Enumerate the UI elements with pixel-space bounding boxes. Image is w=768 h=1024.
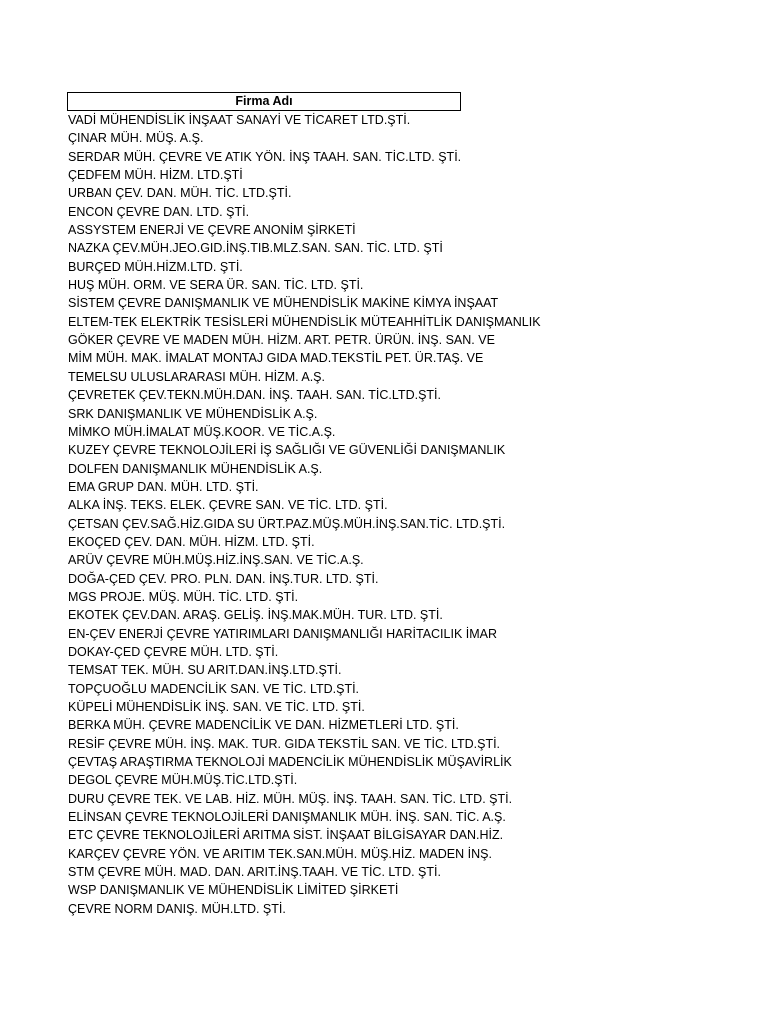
company-row: KÜPELİ MÜHENDİSLİK İNŞ. SAN. VE TİC. LTD. ŞTİ. bbox=[68, 700, 365, 714]
company-row: KARÇEV ÇEVRE YÖN. VE ARITIM TEK.SAN.MÜH. MÜŞ.HİZ. MADEN İNŞ. bbox=[68, 846, 492, 861]
company-row: GÖKER ÇEVRE VE MADEN MÜH. HİZM. ART. PETR. ÜRÜN. İNŞ. SAN. VE bbox=[68, 333, 495, 348]
company-row: EKOÇED ÇEV. DAN. MÜH. HİZM. LTD. ŞTİ. bbox=[68, 534, 315, 549]
company-row: ÇEVTAŞ ARAŞTIRMA TEKNOLOJİ MADENCİLİK MÜHENDİSLİK MÜŞAVİRLİK bbox=[68, 755, 512, 770]
company-row: TEMELSU ULUSLARARASI MÜH. HİZM. A.Ş. bbox=[68, 369, 325, 384]
company-row: MİMKO MÜH.İMALAT MÜŞ.KOOR. VE TİC.A.Ş. bbox=[68, 424, 336, 439]
company-table bbox=[67, 92, 541, 918]
company-row: URBAN ÇEV. DAN. MÜH. TİC. LTD.ŞTİ. bbox=[68, 186, 292, 201]
company-row: DEGOL ÇEVRE MÜH.MÜŞ.TİC.LTD.ŞTİ. bbox=[68, 773, 298, 788]
company-row: BERKA MÜH. ÇEVRE MADENCİLİK VE DAN. HİZMETLERİ LTD. ŞTİ. bbox=[68, 718, 459, 733]
company-row: ÇEVRETEK ÇEV.TEKN.MÜH.DAN. İNŞ. TAAH. SAN. TİC.LTD.ŞTİ. bbox=[68, 388, 441, 403]
company-row: ENCON ÇEVRE DAN. LTD. ŞTİ. bbox=[68, 204, 250, 219]
company-row: ÇEVRE NORM DANIŞ. MÜH.LTD. ŞTİ. bbox=[68, 901, 286, 916]
company-row: WSP DANIŞMANLIK VE MÜHENDİSLİK LİMİTED ŞİRKETİ bbox=[68, 883, 399, 898]
column-header-firma-adi: Firma Adı bbox=[67, 92, 461, 111]
company-row: TOPÇUOĞLU MADENCİLİK SAN. VE TİC. LTD.ŞTİ. bbox=[68, 681, 360, 696]
company-row: ASSYSTEM ENERJİ VE ÇEVRE ANONİM ŞİRKETİ bbox=[68, 223, 356, 238]
company-row: KUZEY ÇEVRE TEKNOLOJİLERİ İŞ SAĞLIĞI VE GÜVENLİĞİ DANIŞMANLIK bbox=[68, 443, 506, 458]
company-row: RESİF ÇEVRE MÜH. İNŞ. MAK. TUR. GIDA TEKSTİL SAN. VE TİC. LTD.ŞTİ. bbox=[68, 736, 501, 751]
company-row: SERDAR MÜH. ÇEVRE VE ATIK YÖN. İNŞ TAAH. SAN. TİC.LTD. ŞTİ. bbox=[68, 149, 462, 164]
company-row: DOĞA-ÇED ÇEV. PRO. PLN. DAN. İNŞ.TUR. LTD. ŞTİ. bbox=[68, 571, 379, 586]
company-row: ELTEM-TEK ELEKTRİK TESİSLERİ MÜHENDİSLİK MÜTEAHHİTLİK DANIŞMANLIK bbox=[68, 314, 541, 329]
company-row: MİM MÜH. MAK. İMALAT MONTAJ GIDA MAD.TEKSTİL PET. ÜR.TAŞ. VE bbox=[68, 351, 484, 366]
company-row: NAZKA ÇEV.MÜH.JEO.GID.İNŞ.TIB.MLZ.SAN. SAN. TİC. LTD. ŞTİ bbox=[68, 241, 443, 256]
company-row: BURÇED MÜH.HİZM.LTD. ŞTİ. bbox=[68, 259, 243, 274]
company-row: VADİ MÜHENDİSLİK İNŞAAT SANAYİ VE TİCARET LTD.ŞTİ. bbox=[68, 113, 411, 127]
company-row: EMA GRUP DAN. MÜH. LTD. ŞTİ. bbox=[68, 479, 259, 494]
company-row: ARÜV ÇEVRE MÜH.MÜŞ.HİZ.İNŞ.SAN. VE TİC.A.Ş. bbox=[68, 553, 364, 568]
company-row: EKOTEK ÇEV.DAN. ARAŞ. GELİŞ. İNŞ.MAK.MÜH. TUR. LTD. ŞTİ. bbox=[68, 608, 443, 623]
company-row: ÇEDFEM MÜH. HİZM. LTD.ŞTİ bbox=[68, 168, 243, 183]
company-row: ELİNSAN ÇEVRE TEKNOLOJİLERİ DANIŞMANLIK MÜH. İNŞ. SAN. TİC. A.Ş. bbox=[68, 810, 506, 825]
company-row: SİSTEM ÇEVRE DANIŞMANLIK VE MÜHENDİSLİK MAKİNE KİMYA İNŞAAT bbox=[68, 296, 499, 311]
company-row: DOKAY-ÇED ÇEVRE MÜH. LTD. ŞTİ. bbox=[68, 644, 279, 659]
company-row: ÇINAR MÜH. MÜŞ. A.Ş. bbox=[68, 131, 204, 146]
company-row: ETC ÇEVRE TEKNOLOJİLERİ ARITMA SİST. İNŞAAT BİLGİSAYAR DAN.HİZ. bbox=[68, 828, 504, 843]
company-row: DOLFEN DANIŞMANLIK MÜHENDİSLİK A.Ş. bbox=[68, 461, 323, 476]
company-row: DURU ÇEVRE TEK. VE LAB. HİZ. MÜH. MÜŞ. İNŞ. TAAH. SAN. TİC. LTD. ŞTİ. bbox=[68, 791, 513, 806]
company-row: ÇETSAN ÇEV.SAĞ.HİZ.GIDA SU ÜRT.PAZ.MÜŞ.MÜH.İNŞ.SAN.TİC. LTD.ŞTİ. bbox=[68, 516, 506, 531]
company-row: SRK DANIŞMANLIK VE MÜHENDİSLİK A.Ş. bbox=[68, 406, 318, 421]
company-row: ALKA İNŞ. TEKS. ELEK. ÇEVRE SAN. VE TİC. LTD. ŞTİ. bbox=[68, 498, 388, 513]
company-list bbox=[67, 111, 541, 918]
company-row: STM ÇEVRE MÜH. MAD. DAN. ARIT.İNŞ.TAAH. VE TİC. LTD. ŞTİ. bbox=[68, 865, 441, 880]
company-row: EN-ÇEV ENERJİ ÇEVRE YATIRIMLARI DANIŞMANLIĞI HARİTACILIK İMAR bbox=[68, 626, 498, 641]
company-row: HUŞ MÜH. ORM. VE SERA ÜR. SAN. TİC. LTD. ŞTİ. bbox=[68, 278, 364, 293]
company-row: TEMSAT TEK. MÜH. SU ARIT.DAN.İNŞ.LTD.ŞTİ. bbox=[68, 663, 342, 678]
company-row: MGS PROJE. MÜŞ. MÜH. TİC. LTD. ŞTİ. bbox=[68, 589, 299, 604]
